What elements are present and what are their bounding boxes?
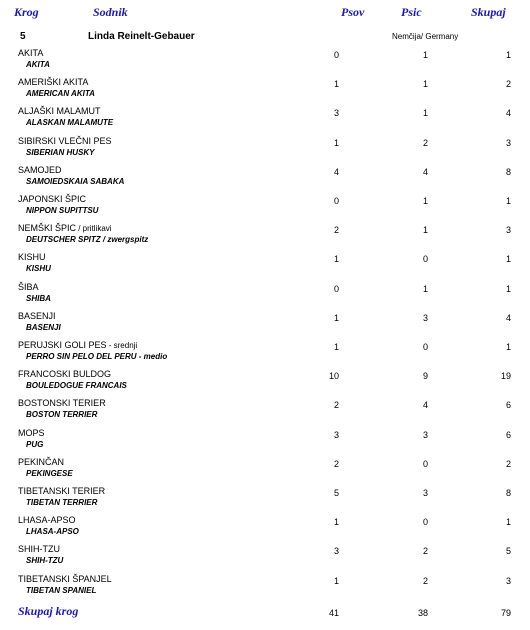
judge-country: Nemčija/ Germany — [392, 32, 459, 41]
breed-row — [0, 106, 530, 134]
count-psov: 1 — [333, 313, 339, 323]
breed-row — [0, 574, 530, 602]
breed-row — [0, 369, 530, 397]
count-skupaj: 6 — [505, 430, 511, 440]
breed-alt-main: NIPPON SUPITTSU — [26, 206, 99, 215]
breed-name — [18, 311, 56, 321]
count-psov: 1 — [333, 254, 339, 264]
breed-alt-name — [26, 235, 148, 244]
breed-name — [18, 486, 105, 496]
count-psic: 0 — [422, 254, 428, 264]
total-psov: 41 — [328, 608, 339, 618]
breed-alt-name — [26, 118, 113, 127]
breed-name-main: BASENJI — [18, 311, 56, 321]
breed-alt-main: LHASA-APSO — [26, 527, 79, 536]
breed-name-main: KISHU — [18, 252, 46, 262]
breed-row — [0, 223, 530, 251]
count-skupaj: 2 — [505, 79, 511, 89]
breed-alt-name — [26, 381, 127, 390]
count-psov: 5 — [333, 488, 339, 498]
breed-row — [0, 340, 530, 368]
count-psic: 3 — [422, 313, 428, 323]
breed-alt-name — [26, 206, 98, 215]
count-psic: 4 — [422, 167, 428, 177]
count-psov: 1 — [333, 342, 339, 352]
breed-name — [18, 252, 46, 262]
count-skupaj: 3 — [505, 225, 511, 235]
breed-alt-name — [26, 527, 79, 536]
count-psov: 3 — [333, 108, 339, 118]
breed-alt-main: SHIH-TZU — [26, 556, 64, 565]
judge-name: Linda Reinelt-Gebauer — [88, 31, 195, 42]
count-psic: 1 — [422, 79, 428, 89]
breed-alt-name — [26, 440, 43, 449]
breed-alt-name — [26, 410, 97, 419]
breed-alt-name — [26, 586, 96, 595]
breed-name-main: AMERIŠKI AKITA — [18, 77, 89, 87]
header-sodnik: Sodnik — [93, 5, 128, 19]
breed-row — [0, 515, 530, 543]
count-psic: 1 — [422, 196, 428, 206]
count-psic: 3 — [422, 488, 428, 498]
breed-alt-main: PERRO SIN PELO DEL PERU — [26, 352, 137, 361]
breed-name-main: SHIH-TZU — [18, 544, 60, 554]
breed-name-main: PERUJSKI GOLI PES — [18, 340, 107, 350]
breed-row — [0, 544, 530, 572]
breed-row — [0, 77, 530, 105]
breed-row — [0, 428, 530, 456]
count-psic: 1 — [422, 284, 428, 294]
breed-alt-main: PEKINGESE — [26, 469, 73, 478]
breed-row — [0, 398, 530, 426]
breed-name — [18, 515, 76, 525]
count-psov: 1 — [333, 576, 339, 586]
breed-row — [0, 136, 530, 164]
breed-name — [18, 340, 137, 350]
breed-alt-main: BOULEDOGUE FRANCAIS — [26, 381, 127, 390]
count-psic: 9 — [422, 371, 428, 381]
breed-name-main: SAMOJED — [18, 165, 62, 175]
breed-alt-main: AKITA — [26, 60, 50, 69]
count-skupaj: 3 — [505, 138, 511, 148]
count-skupaj: 4 — [505, 108, 511, 118]
breed-name-suffix: / pritlikavi — [76, 224, 112, 233]
totals-row — [0, 604, 530, 622]
breed-alt-name — [26, 264, 51, 273]
count-psov: 3 — [333, 546, 339, 556]
breed-row — [0, 282, 530, 310]
breed-alt-main: TIBETAN SPANIEL — [26, 586, 97, 595]
count-psov: 1 — [333, 517, 339, 527]
judge-number: 5 — [20, 31, 26, 42]
count-skupaj: 5 — [505, 546, 511, 556]
breed-alt-main: BASENJI — [26, 323, 61, 332]
breed-name-main: TIBETANSKI ŠPANJEL — [18, 574, 112, 584]
count-skupaj: 2 — [505, 459, 511, 469]
total-skupaj: 79 — [500, 608, 511, 618]
breed-name-main: BOSTONSKI TERIER — [18, 398, 106, 408]
count-psic: 1 — [422, 50, 428, 60]
count-skupaj: 8 — [505, 488, 511, 498]
breed-alt-main: SAMOIEDSKAIA SABAKA — [26, 177, 125, 186]
count-psic: 0 — [422, 517, 428, 527]
breed-alt-main: ALASKAN MALAMUTE — [26, 118, 114, 127]
breed-name — [18, 165, 62, 175]
count-psov: 0 — [333, 284, 339, 294]
breed-name-main: JAPONSKI ŠPIC — [18, 194, 87, 204]
breed-row — [0, 486, 530, 514]
count-skupaj: 8 — [505, 167, 511, 177]
count-psov: 4 — [333, 167, 339, 177]
count-skupaj: 1 — [505, 342, 511, 352]
breed-name-main: MOPS — [18, 428, 45, 438]
count-psic: 1 — [422, 225, 428, 235]
count-psic: 2 — [422, 546, 428, 556]
count-skupaj: 6 — [505, 400, 511, 410]
breed-alt-name — [26, 498, 97, 507]
header-skupaj: Skupaj — [471, 5, 506, 19]
breed-alt-name — [26, 469, 73, 478]
breed-row — [0, 252, 530, 280]
breed-alt-main: SIBERIAN HUSKY — [26, 148, 95, 157]
breed-name-main: FRANCOSKI BULDOG — [18, 369, 112, 379]
header-krog: Krog — [14, 5, 39, 19]
count-psov: 1 — [333, 138, 339, 148]
breed-alt-main: TIBETAN TERRIER — [26, 498, 98, 507]
breed-row — [0, 48, 530, 76]
count-skupaj: 3 — [505, 576, 511, 586]
breed-alt-name — [26, 177, 124, 186]
breed-alt-suffix: - medio — [136, 352, 168, 361]
breed-name — [18, 48, 43, 58]
count-psic: 2 — [422, 576, 428, 586]
count-psic: 0 — [422, 342, 428, 352]
count-psic: 2 — [422, 138, 428, 148]
header-psic: Psic — [401, 5, 422, 19]
count-psov: 10 — [328, 371, 339, 381]
count-psic: 0 — [422, 459, 428, 469]
breed-name-main: ALJAŠKI MALAMUT — [18, 106, 101, 116]
breed-alt-name — [26, 323, 61, 332]
count-psov: 2 — [333, 459, 339, 469]
count-psov: 1 — [333, 79, 339, 89]
count-skupaj: 4 — [505, 313, 511, 323]
breed-name — [18, 106, 101, 116]
breed-name — [18, 428, 45, 438]
count-skupaj: 1 — [505, 196, 511, 206]
breed-alt-name — [26, 60, 50, 69]
count-psic: 3 — [422, 430, 428, 440]
breed-name-main: AKITA — [18, 48, 44, 58]
breed-alt-name — [26, 352, 167, 361]
breed-alt-name — [26, 89, 95, 98]
breed-alt-name — [26, 294, 51, 303]
judge-row — [0, 31, 530, 45]
breed-alt-suffix: / zwergspitz — [100, 235, 149, 244]
breed-row — [0, 311, 530, 339]
breed-name — [18, 398, 106, 408]
count-psov: 0 — [333, 50, 339, 60]
breed-name — [18, 457, 64, 467]
count-psic: 1 — [422, 108, 428, 118]
count-psov: 2 — [333, 225, 339, 235]
breed-row — [0, 165, 530, 193]
count-skupaj: 19 — [500, 371, 511, 381]
breed-name-main: ŠIBA — [18, 282, 39, 292]
breed-alt-main: SHIBA — [26, 294, 51, 303]
breed-row — [0, 457, 530, 485]
breed-alt-main: BOSTON TERRIER — [26, 410, 98, 419]
breed-alt-name — [26, 556, 63, 565]
total-psic: 38 — [417, 608, 428, 618]
count-psic: 4 — [422, 400, 428, 410]
count-psov: 2 — [333, 400, 339, 410]
breed-name-main: LHASA-APSO — [18, 515, 76, 525]
count-psov: 0 — [333, 196, 339, 206]
count-skupaj: 1 — [505, 254, 511, 264]
breed-alt-main: PUG — [26, 440, 44, 449]
breed-name-main: SIBIRSKI VLEČNI PES — [18, 136, 112, 146]
count-psov: 3 — [333, 430, 339, 440]
count-skupaj: 1 — [505, 50, 511, 60]
totals-label: Skupaj krog — [18, 604, 79, 618]
count-skupaj: 1 — [505, 284, 511, 294]
breed-name — [18, 194, 86, 204]
breed-name-main: PEKINČAN — [18, 457, 65, 467]
header-psov: Psov — [341, 5, 365, 19]
breed-name — [18, 369, 111, 379]
breed-name — [18, 77, 88, 87]
breed-name-main: TIBETANSKI TERIER — [18, 486, 106, 496]
breed-name-suffix: - srednji — [106, 341, 138, 350]
breed-name — [18, 282, 39, 292]
breed-name — [18, 544, 60, 554]
breed-alt-name — [26, 148, 94, 157]
count-skupaj: 1 — [505, 517, 511, 527]
breed-name — [18, 136, 112, 146]
breed-name — [18, 574, 112, 584]
breed-name — [18, 223, 112, 233]
breed-alt-main: AMERICAN AKITA — [26, 89, 95, 98]
breed-name-main: NEMŠKI ŠPIC — [18, 223, 77, 233]
breed-alt-main: DEUTSCHER SPITZ — [26, 235, 101, 244]
breed-row — [0, 194, 530, 222]
breed-alt-main: KISHU — [26, 264, 51, 273]
